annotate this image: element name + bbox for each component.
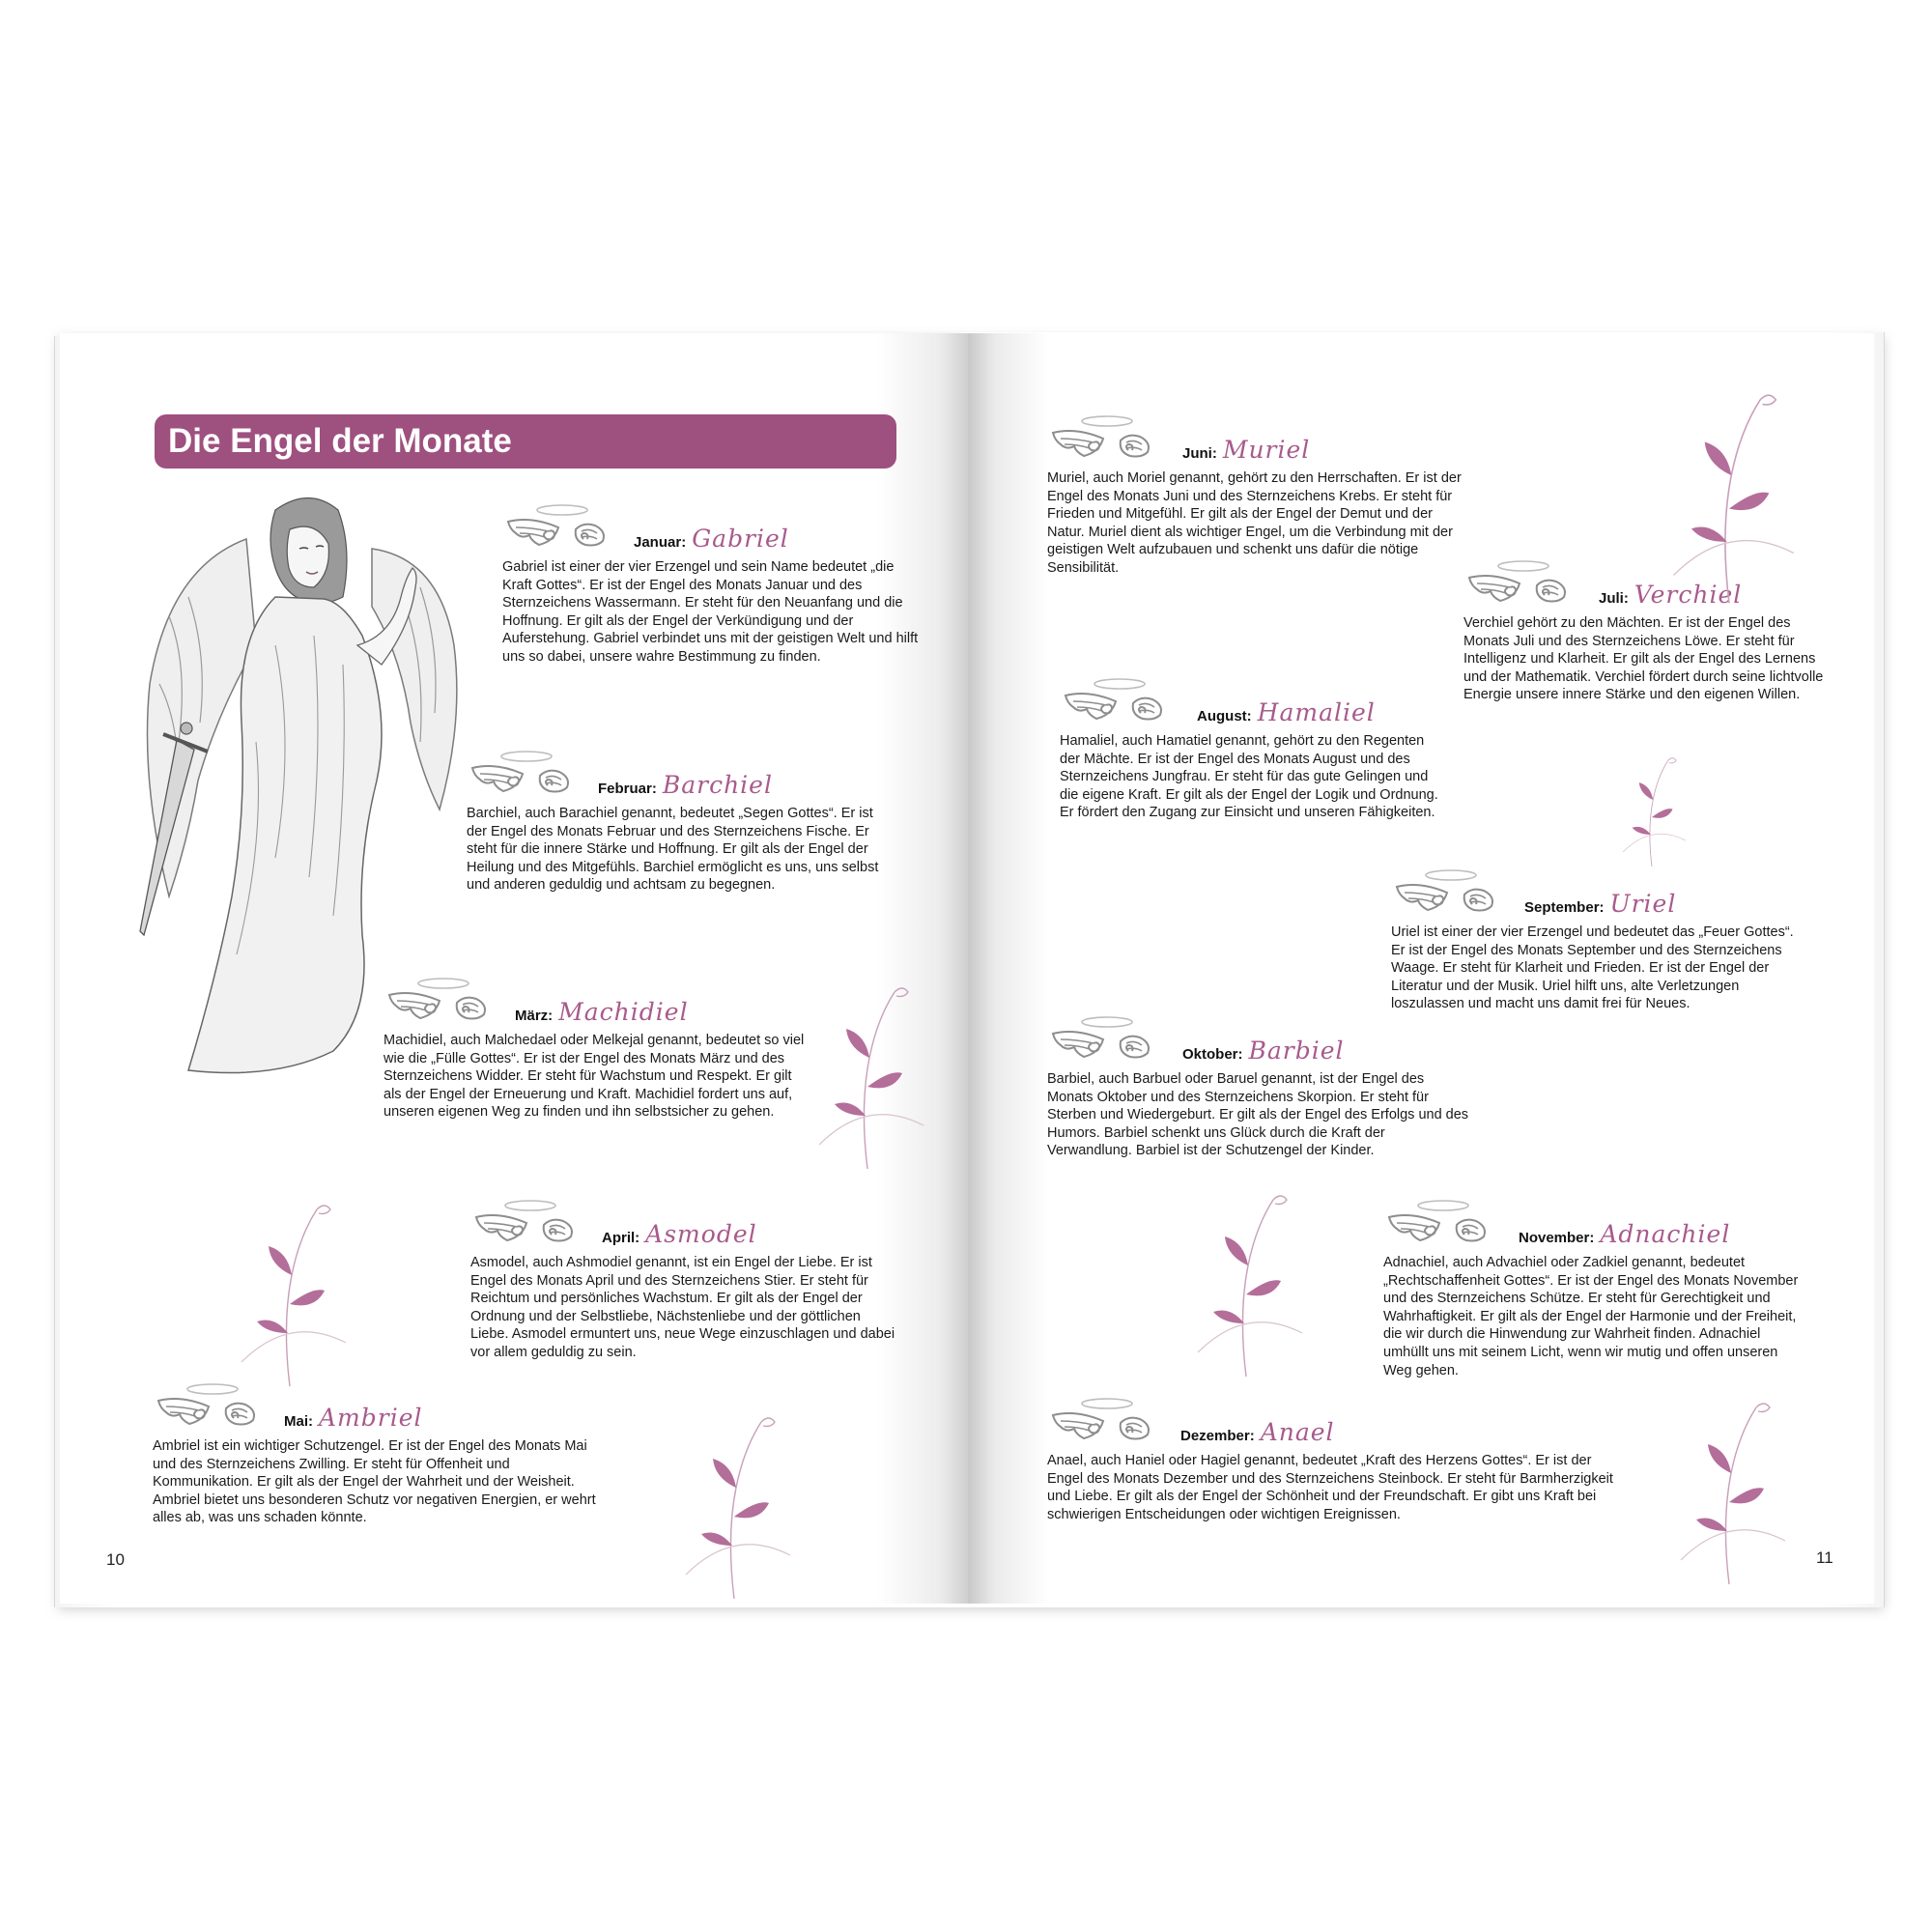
entry-header	[502, 502, 927, 554]
floral-sprig-decoration	[676, 1410, 792, 1604]
entry-text: Uriel ist einer der vier Erzengel und bedeutet das „Feuer Gottes“. Er ist der Engel des Monats September und des Sternzeichens Waage. Er steht für Klarheit und Frieden. Er ist der Engel der Literatur und der Musik. Uriel hilft uns, alte Verletzungen loszulassen und macht uns damit frei für Neues.	[1391, 924, 1794, 1012]
page-number-right: 11	[1816, 1548, 1833, 1567]
month-label: Februar:	[598, 781, 657, 797]
entry-header	[1047, 1396, 1627, 1448]
floral-sprig-decoration	[232, 1198, 348, 1391]
angel-wings-icon	[502, 502, 638, 554]
floral-sprig-decoration	[1662, 386, 1797, 609]
entry-header	[467, 749, 892, 801]
angel-wings-icon	[1060, 676, 1195, 728]
entry-text: Verchiel gehört zu den Mächten. Er ist der Engel des Monats Juli und des Sternzeichens Löwe. Er steht für Intelligenz und Klarheit. Er gilt als der Engel des Lernens und der Mathematik. Verchiel fördert durch seine lichtvolle Energie unsere innere Stärke und den eigenen Willen.	[1463, 615, 1824, 703]
entry-oktober	[1047, 1014, 1472, 1160]
entry-header	[470, 1198, 895, 1250]
entry-juni	[1047, 413, 1463, 578]
entry-text: Muriel, auch Moriel genannt, gehört zu den Herrschaften. Er ist der Engel des Monats Juni und des Sternzeichens Krebs. Er steht für Frieden und Mitgefühl. Er gilt als der Engel der Demut und der Natur. Muriel dient als wichtiger Engel, um die Verbindung mit der geistigen Welt aufzubauen und schenkt uns dafür die nötige Sensibilität.	[1047, 470, 1462, 576]
angel-wings-icon	[470, 1198, 606, 1250]
angel-wings-icon	[1383, 1198, 1519, 1250]
entry-september	[1391, 867, 1797, 1013]
entry-text: Barchiel, auch Barachiel genannt, bedeutet „Segen Gottes“. Er ist der Engel des Monats Februar und des Sternzeichens Fische. Er steht für die innere Stärke und Hoffnung. Er gilt als der Engel der Heilung und des Mitgefühls. Barchiel ermöglicht es uns, uns selbst und anderen geduldig und achtsam zu begegnen.	[467, 806, 879, 894]
entry-februar	[467, 749, 892, 895]
angel-name: Uriel	[1609, 890, 1677, 918]
page-number-left: 10	[106, 1550, 125, 1569]
floral-sprig-decoration	[810, 980, 925, 1174]
entry-header	[153, 1381, 597, 1434]
angel-name: Asmodel	[645, 1220, 757, 1248]
entry-text: Ambriel ist ein wichtiger Schutzengel. Er ist der Engel des Monats Mai und des Sternzeichens Zwilling. Er steht für Offenheit und Kommunikation. Er gilt als der Engel der Wahrheit und der Weisheit. Ambriel bietet uns besonderen Schutz vor negativen Energien, er wehrt alles ab, was uns schaden könnte.	[153, 1438, 596, 1526]
angel-name: Ambriel	[319, 1404, 423, 1432]
entry-maerz	[384, 976, 809, 1122]
page-title: Die Engel der Monate	[155, 414, 896, 469]
month-label: Januar:	[634, 534, 687, 551]
entry-header	[1060, 676, 1446, 728]
angel-wings-icon	[1463, 558, 1599, 611]
entry-august	[1060, 676, 1446, 822]
entry-text: Hamaliel, auch Hamatiel genannt, gehört zu den Regenten der Mächte. Er ist der Engel des Monats August und des Sternzeichens Jungfrau. Er steht für das gute Gelingen und die eigene Kraft. Er gilt als der Engel der Logik und Ordnung. Er fördert den Zugang zur Einsicht und unseren Fähigkeiten.	[1060, 733, 1438, 821]
month-label: Juni:	[1182, 445, 1217, 462]
angel-name: Machidiel	[558, 998, 689, 1026]
entry-text: Gabriel ist einer der vier Erzengel und sein Name bedeutet „die Kraft Gottes“. Er ist der Engel des Monats Januar und des Sternzeichens Wassermann. Er steht für den Neuanfang und die Hoffnung. Er gilt als der Engel der Verkündigung und der Auferstehung. Gabriel verbindet uns mit der geistigen Welt und hilft uns so dabei, unsere wahre Bestimmung zu finden.	[502, 559, 919, 665]
entry-mai	[153, 1381, 597, 1527]
entry-november	[1383, 1198, 1799, 1379]
month-label: Oktober:	[1182, 1046, 1243, 1063]
entry-header	[1047, 413, 1463, 466]
month-label: November:	[1519, 1230, 1595, 1246]
floral-sprig-decoration	[1662, 1396, 1797, 1589]
floral-sprig-decoration	[1604, 753, 1700, 869]
month-label: Mai:	[284, 1413, 313, 1430]
month-label: August:	[1197, 708, 1252, 724]
month-label: März:	[515, 1008, 554, 1024]
angel-wings-icon	[384, 976, 519, 1028]
angel-name: Verchiel	[1634, 581, 1743, 609]
entry-april	[470, 1198, 895, 1362]
entry-text: Machidiel, auch Malchedael oder Melkejal genannt, bedeutet so viel wie die „Fülle Gottes“. Er ist der Engel des Monats März und des Sternzeichens Widder. Er steht für Wachstum und Respekt. Er gilt als der Engel der Erneuerung und Kraft. Machidiel fordert uns auf, unseren eigenen Weg zu finden und ihn selbstsicher zu gehen.	[384, 1033, 805, 1121]
month-label: September:	[1524, 899, 1605, 916]
entry-dezember	[1047, 1396, 1627, 1523]
angel-wings-icon	[1391, 867, 1526, 920]
entry-header	[1383, 1198, 1799, 1250]
entry-text: Barbiel, auch Barbuel oder Baruel genannt, ist der Engel des Monats Oktober und des Sternzeichens Skorpion. Er steht für Sterben und Wiedergeburt. Er gilt als der Engel des Erfolgs und des Humors. Barbiel schenkt uns Glück durch die Kraft der Verwandlung. Barbiel ist der Schutzengel der Kinder.	[1047, 1071, 1469, 1159]
entry-text: Asmodel, auch Ashmodiel genannt, ist ein Engel der Liebe. Er ist Engel des Monats April und des Sternzeichens Stier. Er steht für Reichtum und persönliches Wachstum. Er gilt als der Engel der Ordnung und der Selbstliebe, Nächstenliebe und der göttlichen Liebe. Asmodel ermuntert uns, neue Wege einzuschlagen und dabei vor allem geduldig zu sein.	[470, 1255, 895, 1360]
entry-header	[384, 976, 809, 1028]
angel-name: Muriel	[1222, 436, 1311, 464]
entry-text: Adnachiel, auch Advachiel oder Zadkiel genannt, bedeutet „Rechtschaffenheit Gottes“. Er ist der Engel des Monats November und des Sternzeichens Schütze. Er steht für Gerechtigkeit und Wahrhaftigkeit. Er gilt als der Engel der Harmonie und der Freiheit, die wir durch die Hinwendung zur Wahrheit finden. Adnachiel umhüllt uns mit seinem Licht, wenn wir mutig und offen unseren Weg gehen.	[1383, 1255, 1799, 1378]
angel-wings-icon	[1047, 1396, 1182, 1448]
angel-name: Hamaliel	[1257, 698, 1376, 726]
angel-name: Anael	[1260, 1418, 1335, 1446]
angel-name: Barbiel	[1248, 1037, 1345, 1065]
entry-text: Anael, auch Haniel oder Hagiel genannt, bedeutet „Kraft des Herzens Gottes“. Er ist der Engel des Monats Dezember und des Sternzeichens Steinbock. Er steht für Barmherzigkeit und Liebe. Er gilt als der Engel der Schönheit und der Freundschaft. Er gibt uns Kraft bei schwierigen Entscheidungen oder wichtigen Ereignissen.	[1047, 1453, 1613, 1522]
entry-header	[1047, 1014, 1472, 1066]
entry-januar	[502, 502, 927, 667]
angel-wings-icon	[1047, 413, 1182, 466]
angel-wings-icon	[1047, 1014, 1182, 1066]
month-label: Dezember:	[1180, 1428, 1255, 1444]
entry-header	[1391, 867, 1797, 920]
angel-name: Adnachiel	[1600, 1220, 1731, 1248]
month-label: April:	[602, 1230, 640, 1246]
angel-wings-icon	[467, 749, 602, 801]
angel-name: Gabriel	[692, 525, 789, 553]
month-label: Juli:	[1599, 590, 1629, 607]
floral-sprig-decoration	[1169, 1188, 1323, 1381]
angel-name: Barchiel	[662, 771, 773, 799]
